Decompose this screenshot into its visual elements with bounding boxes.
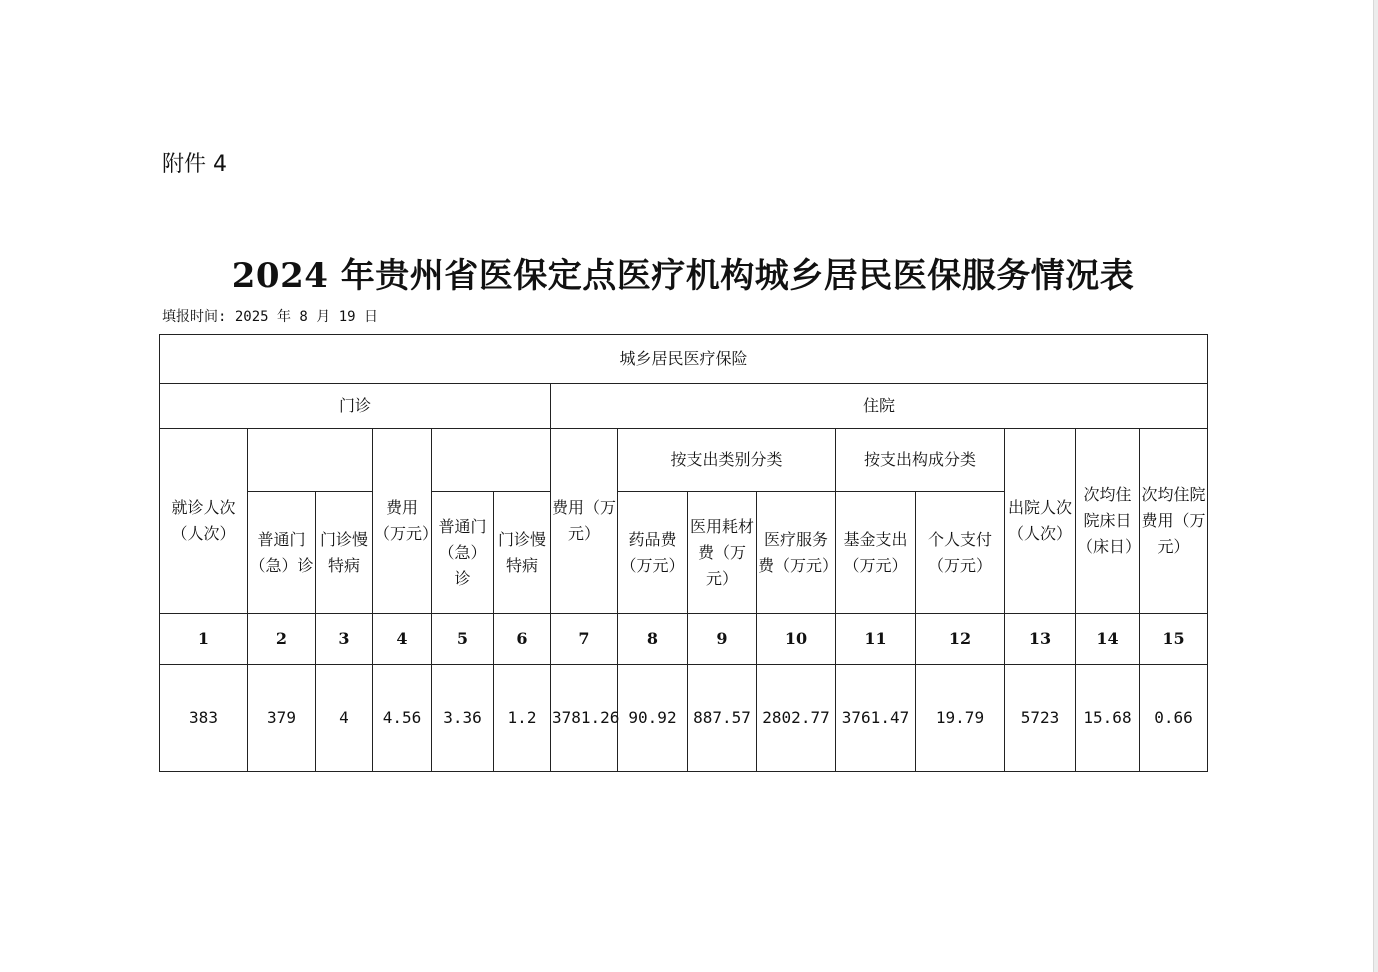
header-visits: 就诊人次（人次） [160,429,248,614]
header-cost-group-blank [432,429,551,492]
value-cell: 3.36 [432,665,494,772]
header-discharges: 出院人次（人次） [1005,429,1076,614]
value-cell: 3781.26 [551,665,618,772]
header-visits-group-blank [248,429,373,492]
value-cell: 887.57 [688,665,757,772]
column-number: 14 [1076,614,1140,665]
column-number: 3 [316,614,373,665]
header-fund-expense: 基金支出（万元） [836,492,916,614]
column-number: 9 [688,614,757,665]
column-number: 5 [432,614,494,665]
value-cell: 4 [316,665,373,772]
table-header-row [160,429,1208,492]
header-inpatient-cost: 费用（万元） [551,429,618,614]
column-number: 1 [160,614,248,665]
table-header-row [160,335,1208,384]
table-row [160,665,1208,772]
column-number: 2 [248,614,316,665]
header-personal-payment: 个人支付（万元） [916,492,1005,614]
value-cell: 383 [160,665,248,772]
column-number: 8 [618,614,688,665]
header-outpatient: 门诊 [160,384,551,429]
header-visits-ordinary: 普通门（急）诊 [248,492,316,614]
column-number: 13 [1005,614,1076,665]
header-cost-chronic: 门诊慢特病 [494,492,551,614]
header-outpatient-cost: 费用（万元） [373,429,432,614]
header-avg-inpatient-cost: 次均住院费用（万元） [1140,429,1208,614]
value-cell: 15.68 [1076,665,1140,772]
value-cell: 3761.47 [836,665,916,772]
header-by-category: 按支出类别分类 [618,429,836,492]
column-number: 7 [551,614,618,665]
value-cell: 2802.77 [757,665,836,772]
column-number: 6 [494,614,551,665]
header-drug-fee: 药品费（万元） [618,492,688,614]
header-consumables-fee: 医用耗材费（万元） [688,492,757,614]
value-cell: 4.56 [373,665,432,772]
value-cell: 379 [248,665,316,772]
column-number: 12 [916,614,1005,665]
page-edge [1373,0,1378,972]
column-number: 4 [373,614,432,665]
value-cell: 5723 [1005,665,1076,772]
value-cell: 0.66 [1140,665,1208,772]
attachment-label: 附件 4 [162,152,227,177]
value-cell: 19.79 [916,665,1005,772]
header-cost-ordinary: 普通门（急）诊 [432,492,494,614]
header-by-composition: 按支出构成分类 [836,429,1005,492]
document-title: 2024 年贵州省医保定点医疗机构城乡居民医保服务情况表 [231,256,1135,296]
header-urban-rural-insurance: 城乡居民医疗保险 [160,335,1208,384]
column-number-row [160,614,1208,665]
column-number: 10 [757,614,836,665]
value-cell: 90.92 [618,665,688,772]
header-inpatient: 住院 [551,384,1208,429]
resident-insurance-service-table [159,334,1208,772]
column-number: 15 [1140,614,1208,665]
column-number: 11 [836,614,916,665]
header-service-fee: 医疗服务费（万元） [757,492,836,614]
fill-date: 填报时间: 2025 年 8 月 19 日 [162,309,379,325]
header-visits-chronic: 门诊慢特病 [316,492,373,614]
header-avg-bed-days: 次均住院床日（床日） [1076,429,1140,614]
table-header-row [160,384,1208,429]
value-cell: 1.2 [494,665,551,772]
